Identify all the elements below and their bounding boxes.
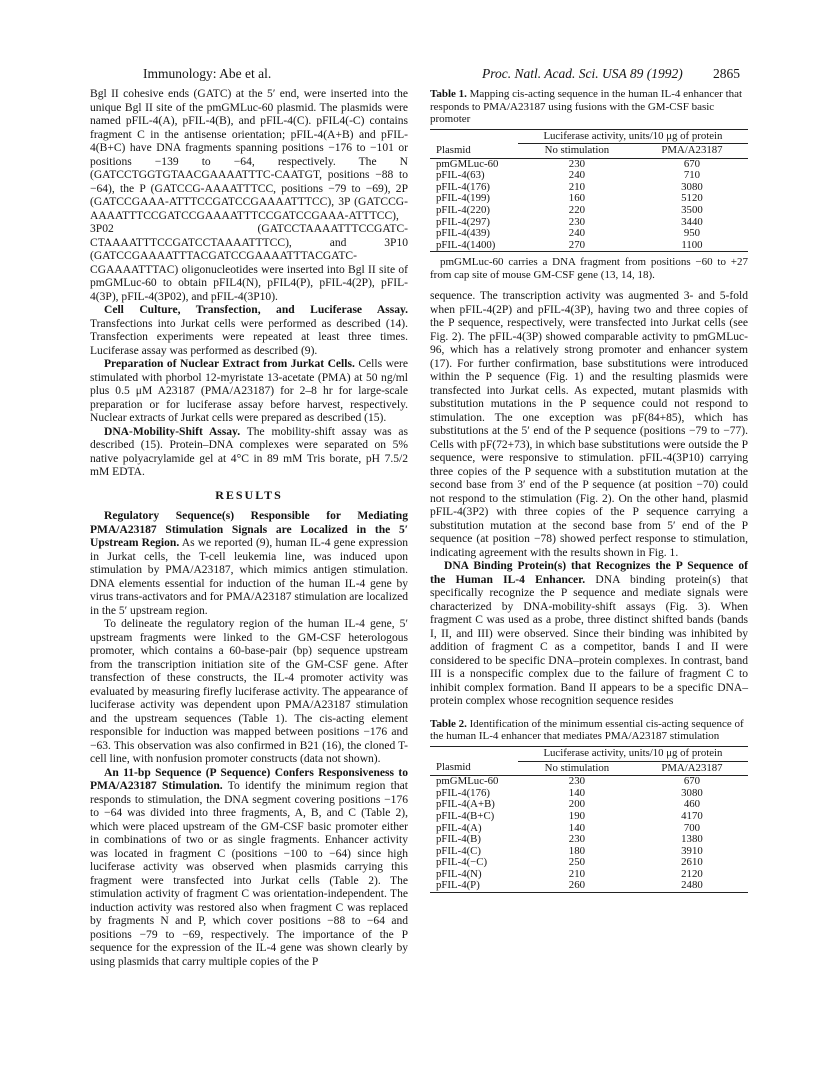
table-2: [430, 718, 748, 893]
plasmid-cell: pFIL-4(B): [436, 833, 481, 846]
pma-cell: 5120: [681, 192, 703, 205]
no-stim-cell: 140: [568, 786, 585, 799]
table-1-col-no-stim: No stimulation: [518, 144, 636, 159]
results-heading: RESULTS: [215, 487, 283, 502]
pma-cell: 3500: [681, 204, 703, 217]
table-2-grid: [430, 746, 748, 893]
no-stim-cell: 230: [568, 157, 585, 170]
pma-cell: 1380: [681, 833, 703, 846]
table-row: [430, 240, 748, 252]
no-stim-cell: 210: [568, 867, 585, 880]
pma-cell: 670: [683, 157, 701, 170]
plasmid-cell: pFIL-4(A+B): [436, 798, 495, 811]
no-stim-cell: 220: [568, 204, 585, 217]
pma-cell: 950: [683, 227, 701, 240]
no-stim-cell: 210: [568, 180, 585, 193]
pma-cell: 1100: [636, 240, 748, 252]
pma-cell: 460: [683, 798, 701, 811]
results-paragraph: Regulatory Sequence(s) Responsible for Mediating PMA/A23187 Stimulation Signals are Localized in the 5′ Upstream Region. As we reported (9), human IL-4 gene expression in Jurkat cells, the T-cell leukemia line, was induced upon stimulation by PMA/A23187, which mimics antigen stimulation. DNA elements essential for induction of the human IL-4 gene by virus trans-activators and for PMA/A23187 stimulation are localized in the 5′ upstream region.: [90, 510, 409, 617]
plasmid-cell: pFIL-4(176): [436, 180, 490, 193]
no-stim-cell: 240: [568, 227, 585, 240]
pma-cell: 3440: [681, 215, 703, 228]
plasmid-cell: pFIL-4(A): [436, 821, 482, 834]
no-stim-cell: 190: [568, 809, 585, 822]
plasmid-cell: pFIL-4(−C): [436, 856, 488, 869]
methods-paragraph: Cell Culture, Transfection, and Luciferase Assay. Transfections into Jurkat cells were performed as described (14). Transfection experiments were repeated at least three times. Luciferase assay was performed as described (9).: [90, 304, 408, 357]
methods-paragraph: Bgl II cohesive ends (GATC) at the 5′ end, were inserted into the unique Bgl II site of the pmGMLuc-60 plasmid. The plasmids were named pFIL-4(A), pFIL-4(B), and pFIL-4(C). pFIL4(-C) contains fragment C in the antisense orientation; pFIL-4(A+B) and pFIL-4(B+C) have DNA fragments spanning positions −176 to −101 or positions −139 to −64, respectively. The N (GATCCTGGTGTAACGAAAATTTC-CAATGT, positions −88 to −64), the P (GATCCG-AAAATTTCC, positions −79 to −69), 2P (GATCCGAAA-ATTTCCGATCCGAAAATTTCC), 3P (GATCCG-AAAATTTCCGATCCGAAAATTTCCGATCCGAAA-ATTTCC), 3P02 (GATCCTAAAATTTCCGATC-CTAAAATTTCCGATCCTAAAATTTCC), and 3P10 (GATCCGAAAATTTACGATCCGAAAATTTACGATC-CGAAAATTTAC) oligonucleotides were inserted into Bgl II site of pmGMLuc-60 to obtain pFIL4(N), pFIL4(P), pFIL-4(2P), pFIL-4(3P), pFIL-4(3P02), and pFIL-4(3P10).: [90, 88, 408, 303]
no-stim-cell: 140: [568, 821, 585, 834]
plasmid-cell: pFIL-4(N): [436, 867, 482, 880]
pma-cell: 2610: [681, 856, 703, 869]
results-paragraph: sequence. The transcription activity was augmented 3- and 5-fold when pFIL-4(2P) and pFIL-4(3P), having two and three copies of the P sequence, respectively, were transfected into Jurkat cells (see Fig. 2). The pFIL-4(3P) showed comparable activity to pmGMLuc-96, which has a relatively strong promoter and enhancer system (17). For further confirmation, base substitutions were introduced within the P sequence (Fig. 1) and the resulting plasmids were transfected into Jurkat cells. As expected, mutant plasmids with substitution mutations in the P sequence could not respond to stimulation. The one exception was pF(84+85), which has substitutions at the 5′ end of the P sequence (positions −79 to −77). Cells with pF(72+73), in which base substitutions were outside the P sequence, were responsive to stimulation. pFIL-4(3P10) carrying three copies of the P sequence with a substitution mutation at the second base from 3′ end of the P sequence (at position −70) could not respond to the stimulation (Fig. 2). On the other hand, plasmid pFIL-4(3P2) with three copies of the P sequence carrying a substitution mutation at the second base from 5′ end of the P sequence (at position −78) showed perfect response to stimulation, indicating agreement with the results shown in Fig. 1.: [430, 290, 748, 559]
table-1-col-plasmid: Plasmid: [430, 144, 518, 159]
plasmid-cell: pFIL-4(C): [436, 844, 481, 857]
methods-paragraph: DNA-Mobility-Shift Assay. The mobility-shift assay was as described (15). Protein–DNA complexes were separated on 5% native polyacrylamide gel at 4°C in 89 mM Tris borate, pH 7.5/2 mM EDTA.: [90, 425, 408, 478]
plasmid-cell: pFIL-4(63): [436, 169, 485, 182]
right-column: [430, 88, 748, 893]
running-head-journal: Proc. Natl. Acad. Sci. USA 89 (1992): [482, 66, 683, 81]
no-stim-cell: 270: [518, 240, 636, 252]
pma-cell: 3080: [681, 180, 703, 193]
page-number: 2865: [713, 66, 740, 81]
pma-cell: 710: [683, 169, 701, 182]
pma-cell: 3910: [681, 844, 703, 857]
plasmid-cell: pFIL-4(1400): [430, 240, 518, 252]
table-row: [430, 834, 748, 846]
no-stim-cell: 230: [568, 833, 585, 846]
pma-cell: 2480: [636, 880, 748, 892]
table-row: [430, 880, 748, 892]
table-1-grid: [430, 129, 748, 253]
table-2-col-no-stim: No stimulation: [518, 761, 636, 776]
table-1: [430, 88, 748, 281]
table-1-caption: Table 1. Mapping cis-acting sequence in the human IL-4 enhancer that responds to PMA/A23187 using fusions with the GM-CSF basic promoter: [430, 88, 743, 125]
table-row: [430, 811, 748, 823]
table-1-span-header: Luciferase activity, units/10 μg of protein: [518, 129, 748, 144]
plasmid-cell: pFIL-4(B+C): [436, 809, 495, 822]
plasmid-cell: pFIL-4(P): [430, 880, 518, 892]
no-stim-cell: 240: [568, 169, 585, 182]
plasmid-cell: pFIL-4(220): [436, 204, 490, 217]
table-row: [430, 205, 748, 217]
no-stim-cell: 250: [568, 856, 585, 869]
no-stim-cell: 230: [568, 215, 585, 228]
pma-cell: 4170: [681, 809, 703, 822]
left-column: [90, 88, 408, 969]
methods-paragraph: Preparation of Nuclear Extract from Jurkat Cells. Cells were stimulated with phorbol 12-myristate 13-acetate (PMA) at 50 ng/ml plus 0.5 μM A23187 (PMA/A23187) for 2–8 hr for large-scale preparation or for luciferase assay before harvest, respectively. Nuclear extracts of Jurkat cells were prepared as described (15).: [90, 358, 409, 424]
no-stim-cell: 180: [568, 844, 585, 857]
pma-cell: 2120: [681, 867, 703, 880]
plasmid-cell: pFIL-4(439): [436, 227, 490, 240]
results-paragraph: An 11-bp Sequence (P Sequence) Confers Responsiveness to PMA/A23187 Stimulation. To identify the minimum region that responds to stimulation, the DNA segment covering positions −176 to −64 was divided into three fragments, A, B, and C (Table 2), which were placed upstream of the GM-CSF basic promoter either in combinations of two or as single fragments. Enhancer activity was located in fragment C (positions −100 to −64) since high luciferase activity was observed when plasmids carrying this fragment were transfected into Jurkat cells (Table 2). The stimulation activity of fragment C was orientation-independent. The induction activity was restored also when fragment C was replaced by fragments N and P, which cover positions −88 to −64 and positions −79 to −69, respectively. The importance of the P sequence for the expression of the IL-4 gene was shown clearly by using plasmids that carry multiple copies of the P: [90, 766, 408, 968]
plasmid-cell: pmGMLuc-60: [436, 775, 499, 788]
pma-cell: 700: [683, 821, 701, 834]
table-row: [430, 776, 748, 788]
table-2-col-plasmid: Plasmid: [430, 761, 518, 776]
plasmid-cell: pFIL-4(297): [436, 215, 490, 228]
running-head-left: Immunology: Abe et al.: [143, 66, 272, 81]
results-paragraph: DNA Binding Protein(s) that Recognizes the P Sequence of the Human IL-4 Enhancer. DNA binding protein(s) that specifically recognize the P sequence and mediate signals were characterized by DNA-mobility-shift assays (Fig. 3). When fragment C was used as a probe, three distinct shifted bands (bands I, II, and III) were observed. Since their binding was inhibited by addition of fragment C as a competitor, bands I and II were considered to be specific DNA–protein complexes. In contrast, band III is a nonspecific complex due to the failure of fragment C to inhibit complex formation. Band II appears to be a specific DNA–protein complex whose recognition sequence resides: [430, 560, 749, 708]
table-1-col-pma: PMA/A23187: [636, 144, 748, 159]
table-1-footnote: pmGMLuc-60 carries a DNA fragment from positions −60 to +27 from cap site of mouse GM-CSF gene (13, 14, 18).: [430, 256, 748, 281]
results-paragraph: To delineate the regulatory region of the human IL-4 gene, 5′ upstream fragments were linked to the GM-CSF heterologous promoter, which contains a 60-base-pair (bp) sequence upstream from the transcription initiation site of the GM-CSF gene. After transfection of these constructs, the IL-4 promoter activity was evaluated by measuring firefly luciferase activity. The appearance of luciferase activity was dependent upon PMA/A23187 stimulation and the upstream sequences (Table 1). The cis-acting element responsible for induction was mapped between positions −176 and −63. This observation was also confirmed in B21 (16), the cloned T-cell line, with nonfusion promoter constructs (data not shown).: [90, 618, 408, 765]
table-2-caption: Table 2. Identification of the minimum essential cis-acting sequence of the human IL-4 enhancer that mediates PMA/A23187 stimulation: [430, 717, 744, 743]
pma-cell: 670: [683, 775, 701, 788]
table-2-col-pma: PMA/A23187: [636, 761, 748, 776]
no-stim-cell: 230: [568, 775, 585, 788]
no-stim-cell: 260: [518, 880, 636, 892]
plasmid-cell: pmGMLuc-60: [436, 157, 499, 170]
no-stim-cell: 160: [568, 192, 585, 205]
table-2-span-header: Luciferase activity, units/10 μg of protein: [518, 746, 748, 761]
plasmid-cell: pFIL-4(199): [436, 192, 490, 205]
no-stim-cell: 200: [568, 798, 585, 811]
plasmid-cell: pFIL-4(176): [436, 786, 490, 799]
pma-cell: 3080: [681, 786, 703, 799]
